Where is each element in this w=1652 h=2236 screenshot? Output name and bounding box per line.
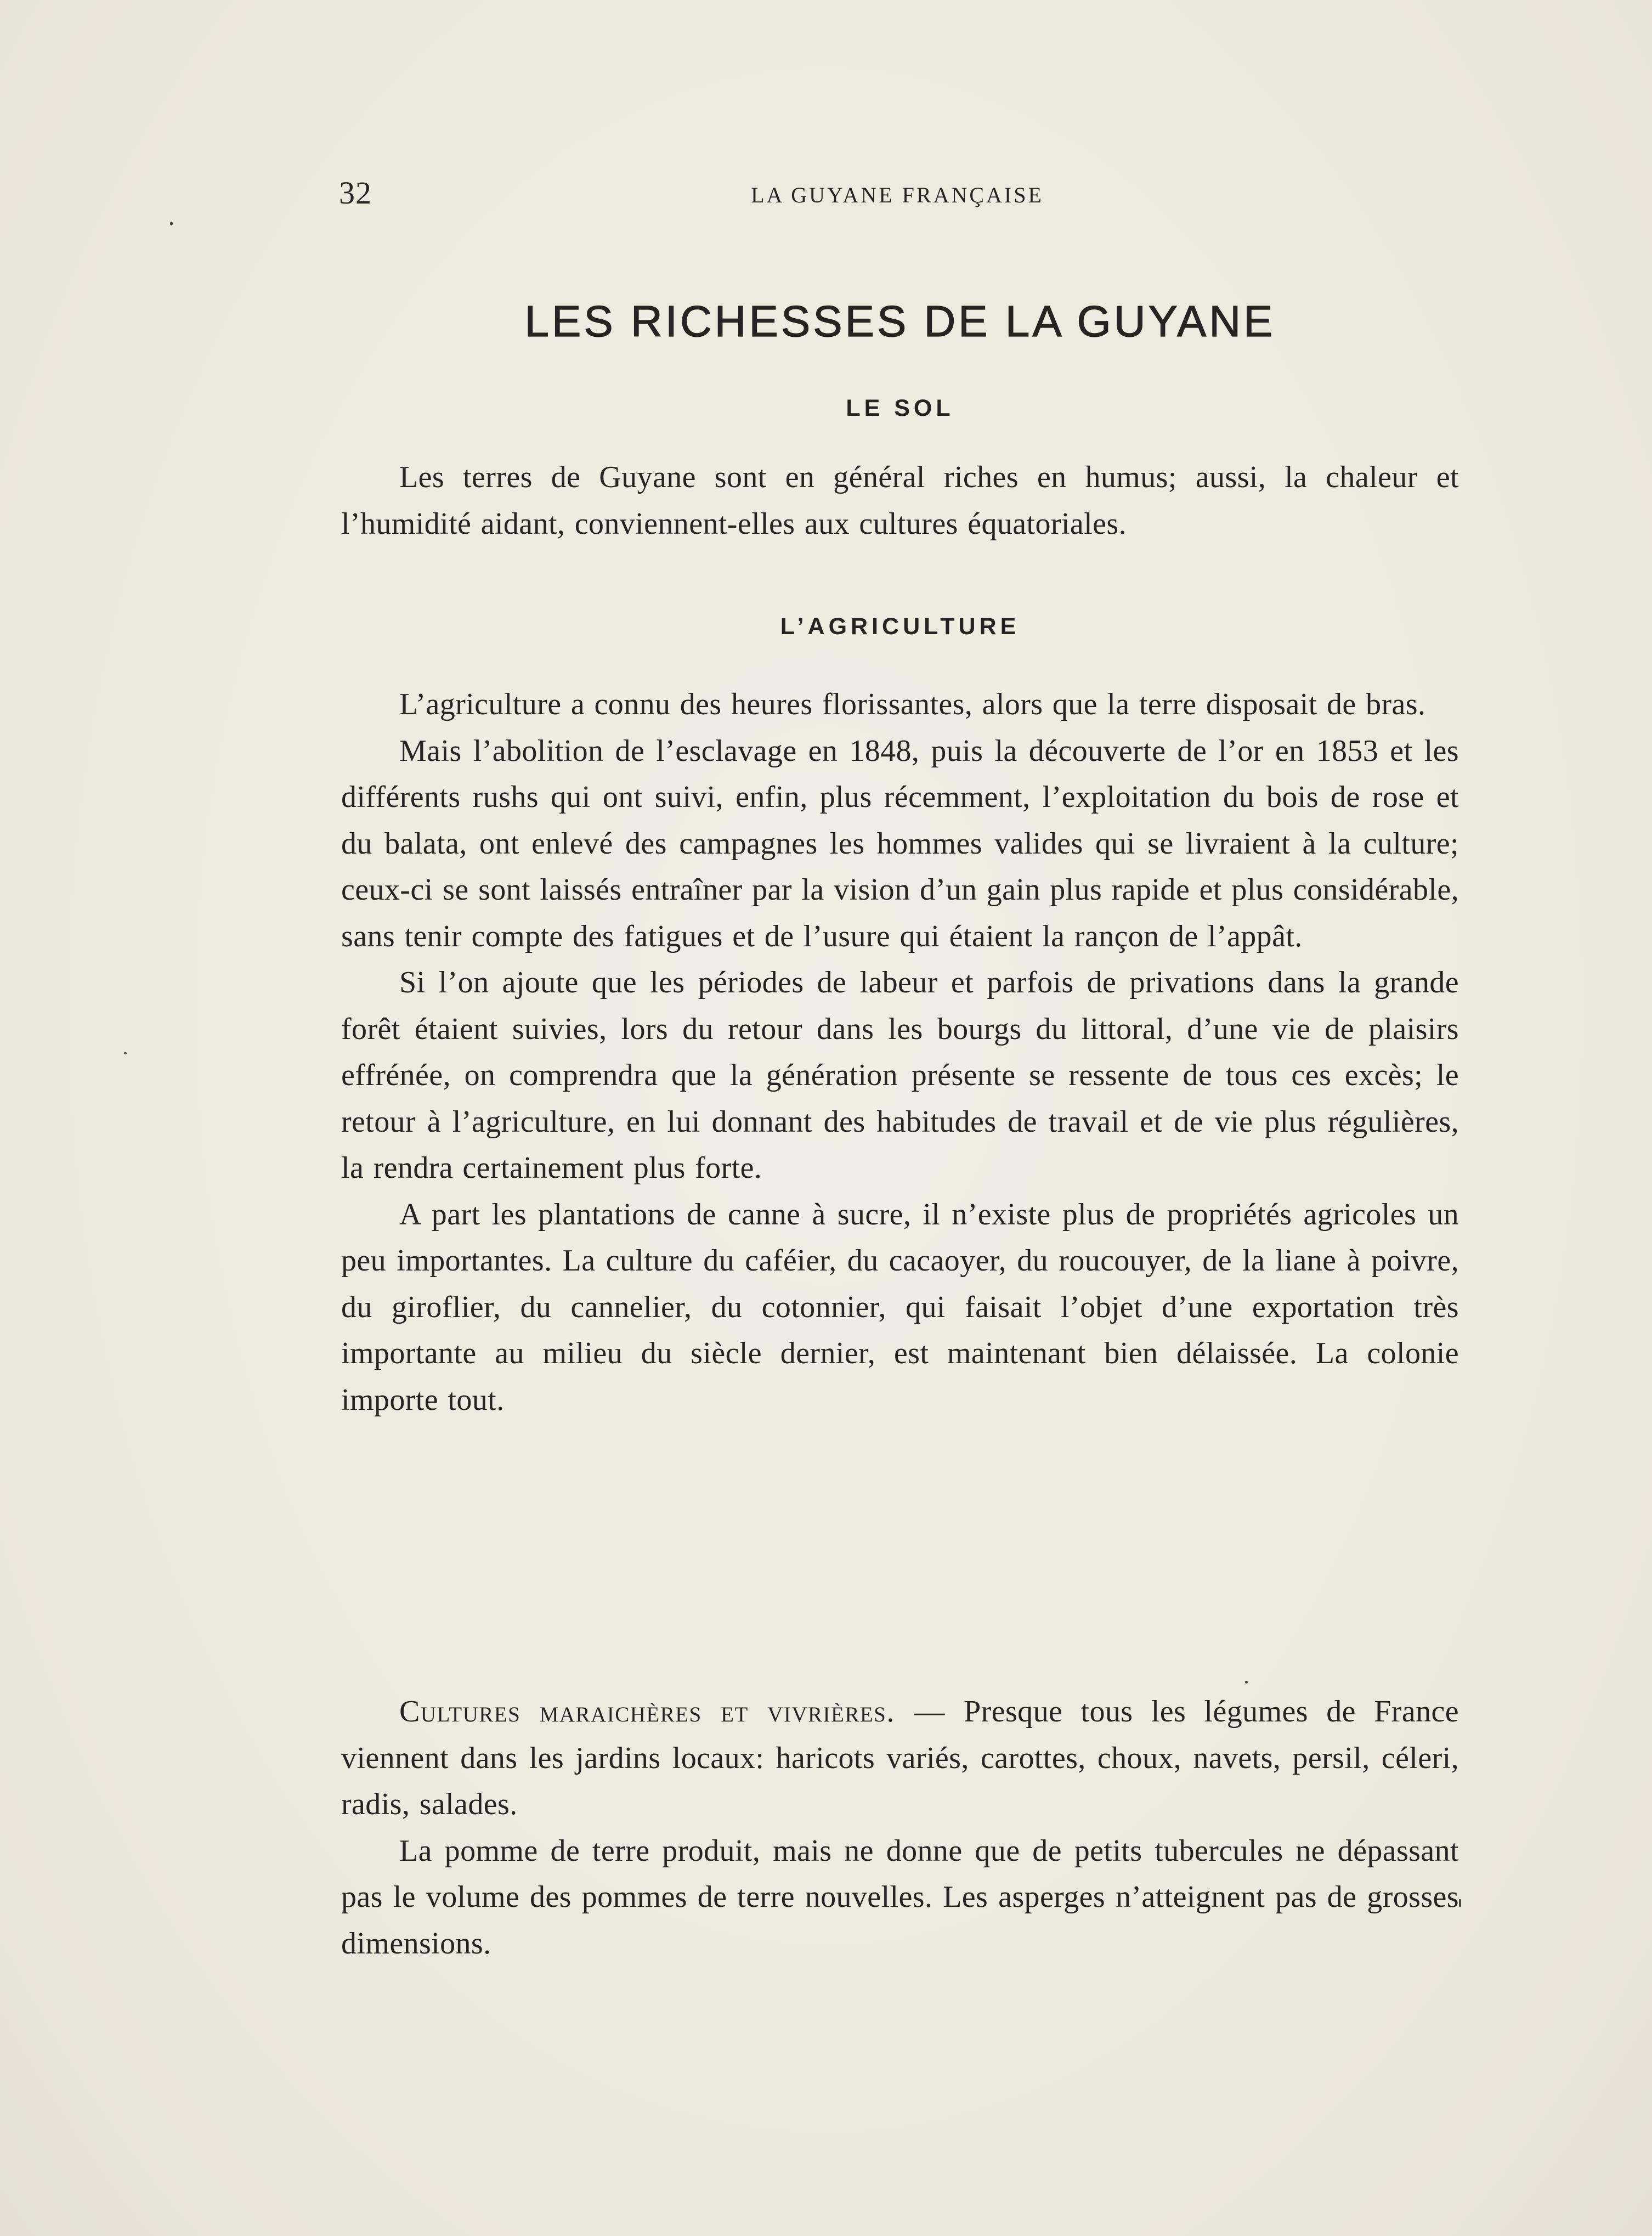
paragraph-text: Presque tous les légumes de France viennent dans les jardins locaux: haricots variés, carottes, choux, navets, persil, céleri, radis, salades. [341, 1695, 1459, 1821]
paragraph: L’agriculture a connu des heures florissantes, alors que la terre disposait de bras. [399, 687, 1426, 721]
page-number: 32 [339, 175, 372, 211]
print-speck [124, 1052, 127, 1054]
running-title: LA GUYANE FRANÇAISE [751, 183, 1044, 207]
section-sol-body [341, 454, 1459, 547]
print-speck [1245, 1681, 1248, 1684]
section-agriculture-body [341, 681, 1459, 1423]
paragraph: Les terres de Guyane sont en général riches en humus; aussi, la chaleur et l’humidité aidant, conviennent-elles aux cultures équatoriales. [341, 460, 1459, 541]
print-speck [1459, 1899, 1461, 1907]
print-speck [170, 222, 173, 225]
section-cultures-body [341, 1689, 1459, 1967]
running-header [339, 174, 1456, 218]
section-heading-sol: LE SOL [846, 395, 954, 421]
paragraph: Si l’on ajoute que les périodes de labeur et parfois de privations dans la grande forêt étaient suivies, lors du retour dans les bourgs du littoral, d’une vie de plaisirs effrénée, on comprendra que la génération présente se ressente de tous ces excès; le retour à l’agriculture, en lui donnant des habitudes de travail et de vie plus régulières, la rendra certainement plus forte. [341, 965, 1459, 1185]
paragraph: Mais l’abolition de l’esclavage en 1848, puis la découverte de l’or en 1853 et les différents rushs qui ont suivi, enfin, plus récemment, l’exploitation du bois de rose et du balata, ont enlevé des campagnes les hommes valides qui se livraient à la culture; ceux-ci se sont laissés entraîner par la vision d’un gain plus rapide et plus considérable, sans tenir compte des fatigues et de l’usure qui étaient la rançon de l’appât. [341, 733, 1459, 953]
paragraph: La pomme de terre produit, mais ne donne que de petits tubercules ne dépassant pas le volume des pommes de terre nouvelles. Les asperges n’atteignent pas de grosses dimensions. [341, 1833, 1459, 1961]
chapter-title: LES RICHESSES DE LA GUYANE [524, 297, 1276, 346]
run-in-heading: Cultures maraichères et vivrières. — [399, 1695, 946, 1729]
paragraph: A part les plantations de canne à sucre, il n’existe plus de propriétés agricoles un peu importantes. La culture du caféier, du cacaoyer, du roucouyer, de la liane à poivre, du giroflier, du cannelier, du cotonnier, qui faisait l’objet d’une exportation très importante au milieu du siècle dernier, est maintenant bien délaissée. La colonie importe tout. [341, 1197, 1459, 1417]
paragraph [341, 1689, 1459, 1828]
section-heading-agriculture: L’AGRICULTURE [780, 613, 1020, 640]
